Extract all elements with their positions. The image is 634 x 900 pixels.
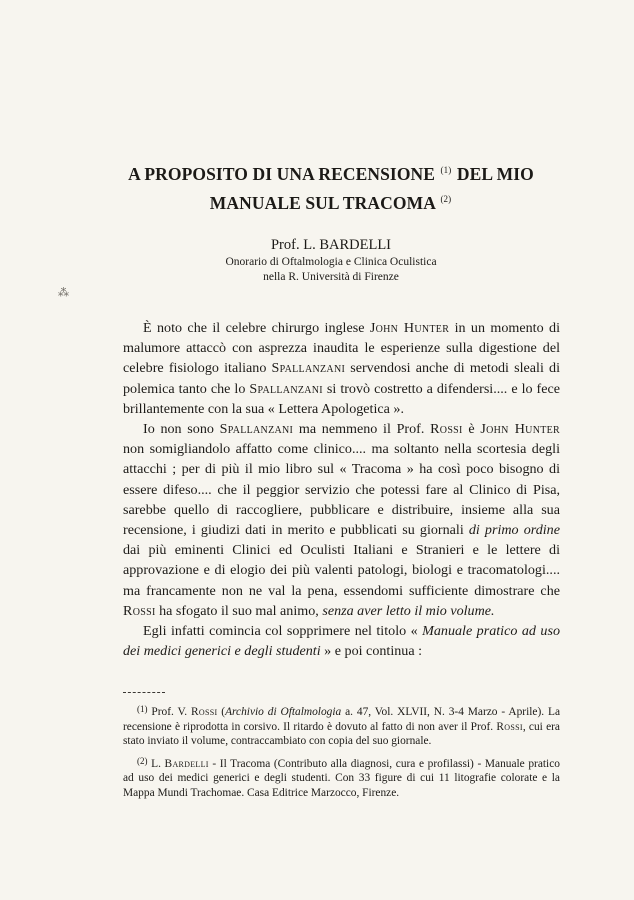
author-name: Prof. L. BARDELLI <box>270 237 391 253</box>
author-affiliation-1: Onorario di Oftalmologia e Clinica Oculistica <box>225 256 437 268</box>
title-line-1 <box>100 158 562 187</box>
text-run: È noto che il celebre chirurgo inglese <box>143 320 370 336</box>
text-run: è <box>462 421 481 438</box>
title-line-2 <box>100 187 562 216</box>
text-run: Archivio di Oftalmologia <box>225 706 342 718</box>
text-run: Spallanzani <box>219 421 294 438</box>
footnotes <box>123 702 560 806</box>
text-run: Rossi <box>430 421 463 438</box>
text-run: Rossi <box>496 720 523 733</box>
text-run: John Hunter <box>480 421 561 438</box>
text-run: senza aver letto il mio volume. <box>322 602 495 619</box>
text-run: a. 47, Vol. XLVII, N. 3-4 Marzo - Aprile). La recensione è riprodotta in corsivo. Il ritardo è dovuto al fatto di non aver il Prof. <box>123 706 561 733</box>
text-run: John Hunter <box>369 320 450 336</box>
title-text-2: MANUALE SUL TRACOMA <box>209 193 435 213</box>
paragraph-1 <box>123 318 560 419</box>
text-run: Spallanzani <box>271 360 346 377</box>
page-title <box>100 158 562 216</box>
text-run: Io non sono <box>143 421 220 438</box>
footnote-1 <box>123 702 560 749</box>
text-run: si trovò costretto a difendersi.... e lo fece brillantemente con la sua « Lettera Apologetica ». <box>123 380 561 417</box>
text-run: di primo ordine <box>468 522 560 539</box>
title-text-1a: A PROPOSITO DI UNA RECENSIONE <box>128 164 436 184</box>
text-run: Bardelli <box>164 757 209 770</box>
text-run: (1) <box>137 704 148 714</box>
text-run: Egli infatti comincia col sopprimere nel titolo « <box>143 623 423 640</box>
text-run: » e poi continua : <box>320 643 423 660</box>
footnote-ref-2: (2) <box>440 194 452 204</box>
text-run: , cui era stato inviato il volume, contraccambiato con copia del suo giornale. <box>123 720 560 748</box>
text-run: - Il Tracoma (Contributo alla diagnosi, cura e profilassi) - Manuale pratico ad uso dei medici generici e degli studenti. Con 33 figure di cui 11 litografie colorate e la Mappa Mundi Trachomae. Casa Editrice Marzocco, Firenze. <box>123 757 560 799</box>
text-run: L. <box>147 757 165 770</box>
article-body <box>123 318 560 661</box>
footnote-2 <box>123 754 560 801</box>
footnote-rule <box>123 692 165 693</box>
paragraph-2 <box>123 419 560 621</box>
text-run: Manuale pratico ad uso dei medici generici e degli studenti <box>123 623 560 660</box>
margin-mark: ⁂ <box>58 287 69 299</box>
text-run: non somigliandolo affatto come clinico.... ma soltanto nella scortesia degli attacchi ; per di più il mio libro sul « Tracoma » ha così poco bisogno di essere difeso.... che il peggior servizio che potessi fare al Clinico di Pisa, sarebbe quello di raccogliere, pubblicare e distribuire, insieme alla sua recensione, i giudizi dati in merito e pubblicati su giornali <box>123 441 560 539</box>
text-run: in un momento di malumore attaccò con asprezza inaudita le esperienze sulla digestione del celebre fisiologo italiano <box>123 320 560 377</box>
paragraph-3 <box>123 621 560 661</box>
text-run: (2) <box>137 755 148 766</box>
text-run: Spallanzani <box>249 380 323 397</box>
text-run: Rossi <box>123 602 156 619</box>
author-block <box>100 236 562 284</box>
text-run: ma nemmeno il Prof. <box>293 421 431 438</box>
text-run: Prof. V. <box>147 706 191 718</box>
text-run: Rossi <box>190 706 218 718</box>
footnote-ref-1: (1) <box>440 165 452 175</box>
text-run: dai più eminenti Clinici ed Oculisti Italiani e Stranieri e le lettere di approvazione e di elogio dei più valenti patologi, biologi e tracomatologi.... ma francamente non ne val la pena, essendomi sufficiente dimostrare che <box>123 542 560 599</box>
author-affiliation-2: nella R. Università di Firenze <box>263 270 399 283</box>
text-run: servendosi anche di metodi sleali di polemica tanto che lo <box>123 360 560 397</box>
text-run: ha sfogato il suo mal animo, <box>155 602 323 619</box>
text-run: ( <box>217 706 226 718</box>
title-text-1b: DEL MIO <box>456 164 534 184</box>
